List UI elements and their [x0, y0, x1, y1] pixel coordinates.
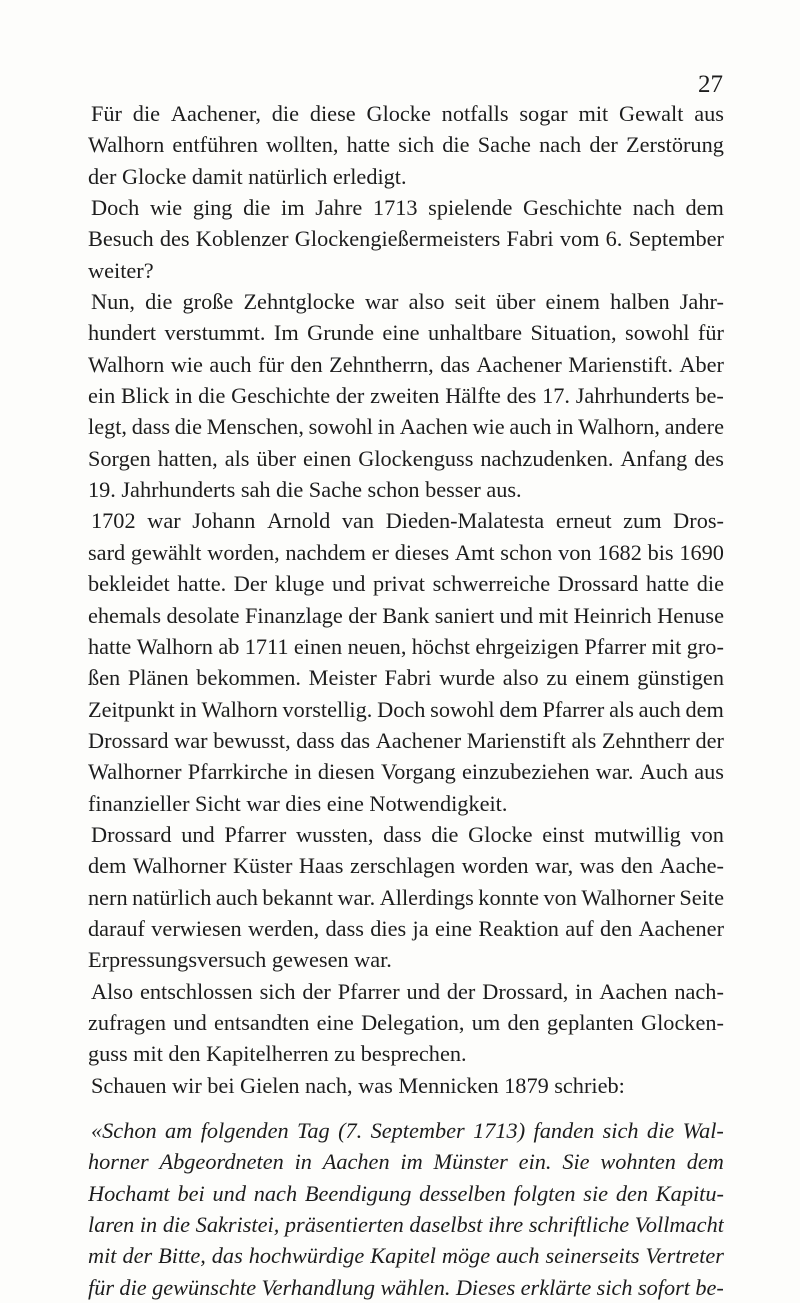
paragraph — [88, 819, 724, 976]
text-line: Doch wie ging die im Jahre 1713 spielende Geschichte nach dem — [91, 195, 724, 221]
text-line: Hochamt bei und nach Beendigung desselben folgten sie den Kapitu- — [88, 1180, 724, 1206]
paragraph — [88, 286, 724, 505]
text-line: ßen Plänen bekommen. Meister Fabri wurde also zu einem günstigen — [88, 665, 724, 691]
quote-spacer — [88, 1101, 724, 1115]
text-line: nern natürlich auch bekannt war. Allerdings konnte von Walhorner Seite — [88, 884, 724, 910]
text-line: hatte Walhorn ab 1711 einen neuen, höchst ehrgeizigen Pfarrer mit gro- — [88, 633, 724, 659]
text-line: Walhorn wie auch für den Zehntherrn, das Aachener Marienstift. Aber — [88, 351, 724, 377]
paragraph — [88, 976, 724, 1070]
text-line: finanzieller Sicht war dies eine Notwendigkeit. — [88, 790, 508, 816]
quotation-paragraph — [88, 1115, 724, 1303]
body-text — [88, 98, 724, 1303]
paragraph — [88, 1070, 724, 1101]
text-line: weiter? — [88, 257, 154, 283]
text-line: legt, dass die Menschen, sowohl in Aachen wie auch in Walhorn, andere — [88, 414, 724, 440]
text-line: Erpressungsversuch gewesen war. — [88, 947, 392, 973]
text-line: Für die Aachener, die diese Glocke notfalls sogar mit Gewalt aus — [91, 101, 724, 126]
text-line: der Glocke damit natürlich erledigt. — [88, 163, 407, 189]
text-line: Drossard und Pfarrer wussten, dass die Glocke einst mutwillig von — [91, 821, 724, 847]
text-line: für die gewünschte Verhandlung wählen. Dieses erklärte sich sofort be- — [88, 1274, 724, 1300]
text-line: dem Walhorner Küster Haas zerschlagen worden war, was den Aache- — [88, 853, 724, 879]
text-line: laren in die Sakristei, präsentierten daselbst ihre schriftliche Vollmacht — [88, 1212, 724, 1238]
text-line: «Schon am folgenden Tag (7. September 1713) fanden sich die Wal- — [91, 1118, 724, 1143]
text-line: Sorgen hatten, als über einen Glockenguss nachzudenken. Anfang des — [88, 445, 724, 471]
text-line: guss mit den Kapitelherren zu besprechen. — [88, 1041, 467, 1067]
text-line: zufragen und entsandten eine Delegation, um den geplanten Glocken- — [88, 1009, 724, 1035]
text-line: Walhorner Pfarrkirche in diesen Vorgang einzubeziehen war. Auch aus — [88, 759, 724, 785]
text-line: sard gewählt worden, nachdem er dieses Amt schon von 1682 bis 1690 — [88, 539, 724, 565]
text-line: Drossard war bewusst, dass das Aachener Marienstift als Zehntherr der — [88, 727, 724, 753]
text-line: ein Blick in die Geschichte der zweiten Hälfte des 17. Jahrhunderts be- — [88, 383, 724, 409]
text-line: darauf verwiesen werden, dass dies ja eine Reaktion auf den Aachener — [88, 915, 724, 941]
text-line: Walhorn entführen wollten, hatte sich die Sache nach der Zerstörung — [88, 132, 724, 158]
text-line: ehemals desolate Finanzlage der Bank saniert und mit Heinrich Henuse — [88, 602, 724, 628]
text-line: hundert verstummt. Im Grunde eine unhaltbare Situation, sowohl für — [88, 320, 724, 346]
paragraph — [88, 98, 724, 192]
text-line: Besuch des Koblenzer Glockengießermeisters Fabri vom 6. September — [88, 226, 724, 252]
text-line: Zeitpunkt in Walhorn vorstellig. Doch sowohl dem Pfarrer als auch dem — [88, 696, 724, 722]
paragraph — [88, 192, 724, 286]
text-line: Nun, die große Zehntglocke war also seit über einem halben Jahr- — [91, 289, 724, 315]
text-line: mit der Bitte, das hochwürdige Kapitel möge auch seinerseits Vertreter — [88, 1243, 724, 1269]
text-line: Schauen wir bei Gielen nach, was Mennicken 1879 schrieb: — [91, 1072, 625, 1098]
text-line: Also entschlossen sich der Pfarrer und der Drossard, in Aachen nach- — [91, 978, 724, 1004]
paragraph — [88, 505, 724, 818]
text-line: horner Abgeordneten in Aachen im Münster ein. Sie wohnten dem — [88, 1149, 724, 1175]
text-line: 1702 war Johann Arnold van Dieden-Malatesta erneut zum Dros- — [91, 508, 724, 534]
page-number: 27 — [698, 71, 723, 98]
text-line: 19. Jahrhunderts sah die Sache schon besser aus. — [88, 477, 522, 503]
text-line: bekleidet hatte. Der kluge und privat schwerreiche Drossard hatte die — [88, 571, 724, 597]
